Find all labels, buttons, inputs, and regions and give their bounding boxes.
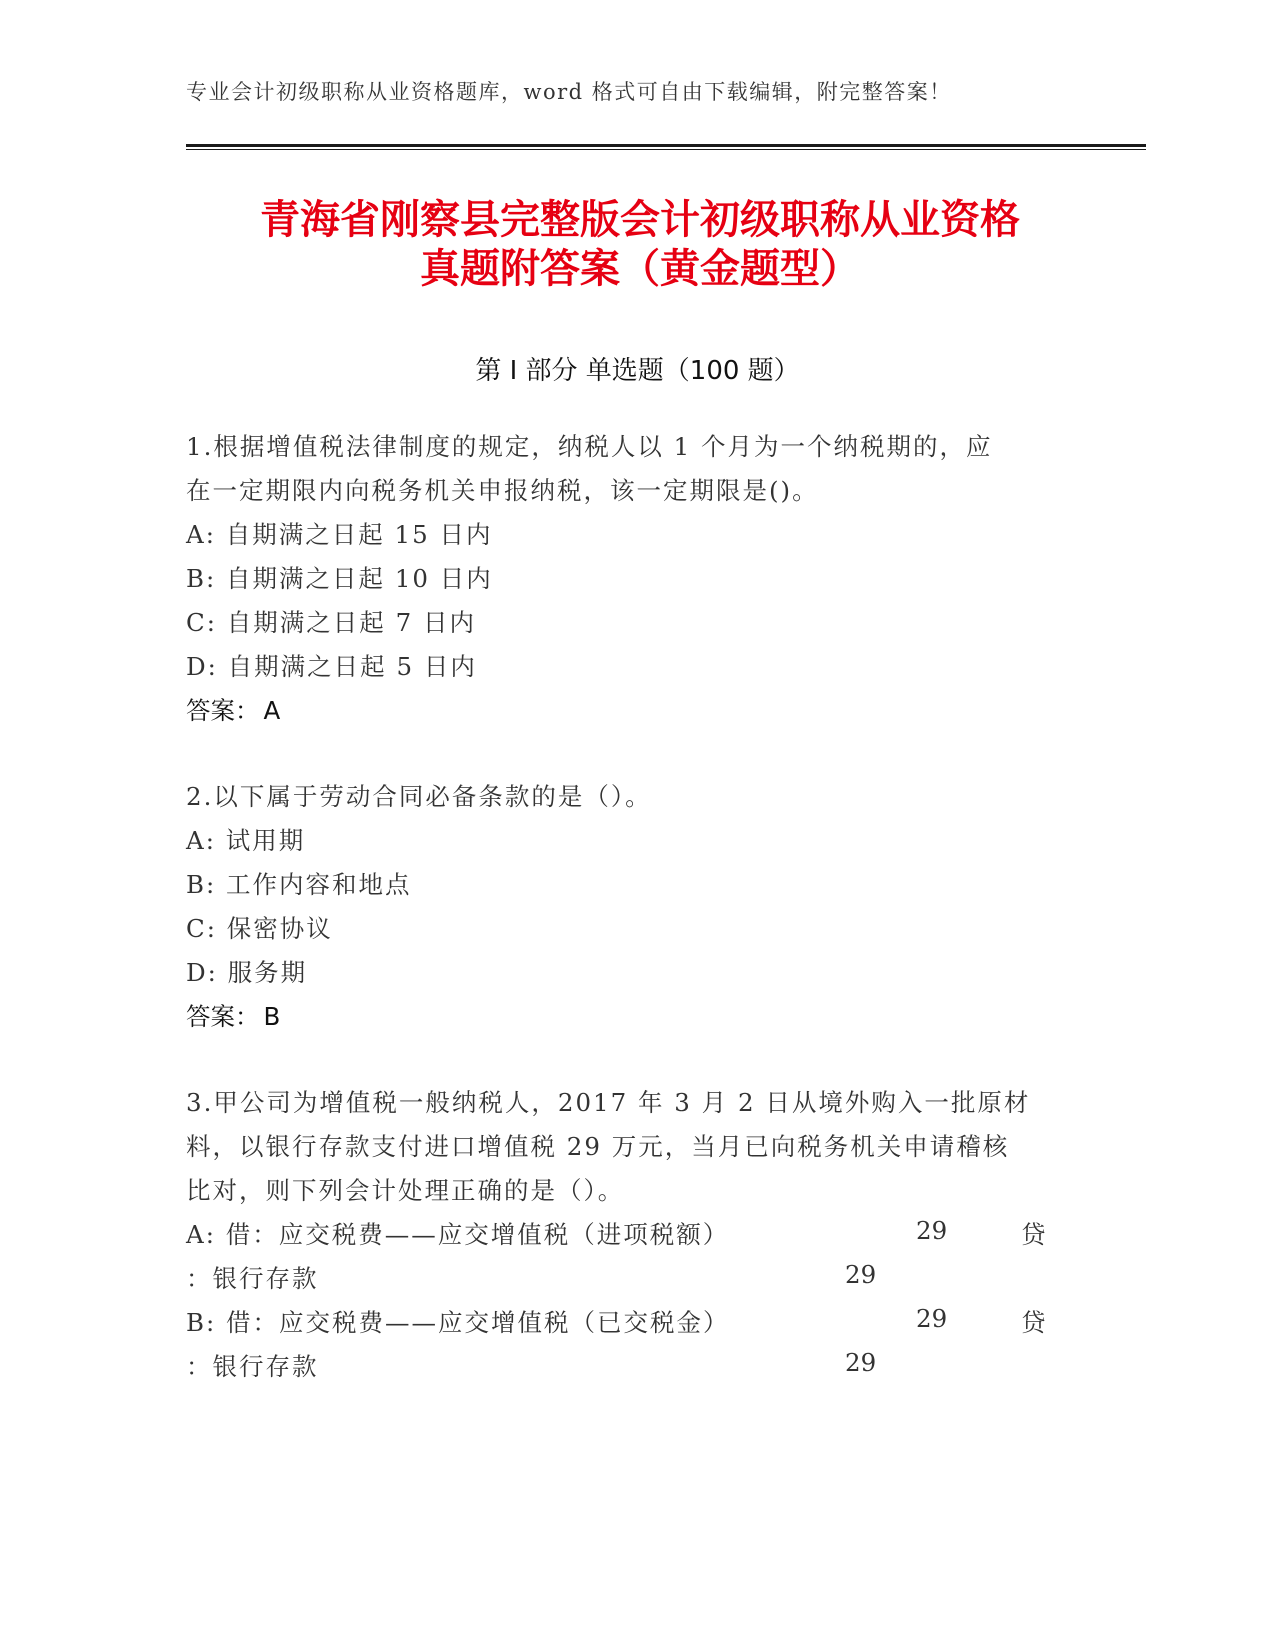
question-1-option-c: C: 自期满之日起 7 日内 [186,608,476,637]
question-3-stem-line-2: 料，以银行存款支付进口增值税 29 万元，当月已向税务机关申请稽核 [186,1132,1010,1161]
question-3-option-b-credit-amount: 29 [845,1348,877,1377]
question-1-option-b: B: 自期满之日起 10 日内 [186,564,493,593]
header-divider-thin [186,149,1146,150]
question-3-stem-line-3: 比对，则下列会计处理正确的是（）。 [186,1176,625,1205]
question-3-option-b-credit-line: ：银行存款 [186,1352,319,1381]
question-1-answer [186,692,280,727]
question-2-answer-value: B [263,1002,281,1031]
question-2-option-b: B: 工作内容和地点 [186,870,412,899]
question-3-option-a-credit-amount: 29 [845,1260,877,1289]
header-note: 专业会计初级职称从业资格题库，word 格式可自由下载编辑，附完整答案！ [186,80,952,104]
question-3-option-a-credit-word: 贷 [1021,1220,1046,1249]
question-3-option-b-credit-word: 贷 [1021,1308,1046,1337]
question-1-answer-label: 答案： [186,696,260,725]
document-title-line-1: 青海省刚察县完整版会计初级职称从业资格 [260,197,1020,243]
question-2-option-c: C: 保密协议 [186,914,333,943]
question-2-answer-label: 答案： [186,1002,260,1031]
header-divider-thick [186,144,1146,147]
question-1-stem-line-1: 1.根据增值税法律制度的规定，纳税人以 1 个月为一个纳税期的，应 [186,432,993,461]
document-title [160,196,1120,294]
question-2-answer [186,998,280,1033]
question-3-option-a-credit-line: ：银行存款 [186,1264,319,1293]
question-1-answer-value: A [263,696,281,725]
question-3-stem-line-1: 3.甲公司为增值税一般纳税人，2017 年 3 月 2 日从境外购入一批原材 [186,1088,1031,1117]
question-3-option-a-debit-line: A: 借：应交税费——应交增值税（进项税额） [186,1220,730,1249]
question-3-option-a-debit-amount: 29 [916,1216,948,1245]
question-1-option-a: A: 自期满之日起 15 日内 [186,520,493,549]
question-2-stem-line-1: 2.以下属于劳动合同必备条款的是（）。 [186,782,652,811]
question-2-option-a: A: 试用期 [186,826,306,855]
question-2-option-d: D: 服务期 [186,958,308,987]
question-3-option-b-debit-line: B: 借：应交税费——应交增值税（已交税金） [186,1308,730,1337]
question-1-stem-line-2: 在一定期限内向税务机关申报纳税，该一定期限是()。 [186,476,819,505]
document-title-line-2: 真题附答案（黄金题型） [420,246,860,292]
section-title: 第 I 部分 单选题（100 题） [475,356,800,386]
question-3-option-b-debit-amount: 29 [916,1304,948,1333]
question-1-option-d: D: 自期满之日起 5 日内 [186,652,477,681]
